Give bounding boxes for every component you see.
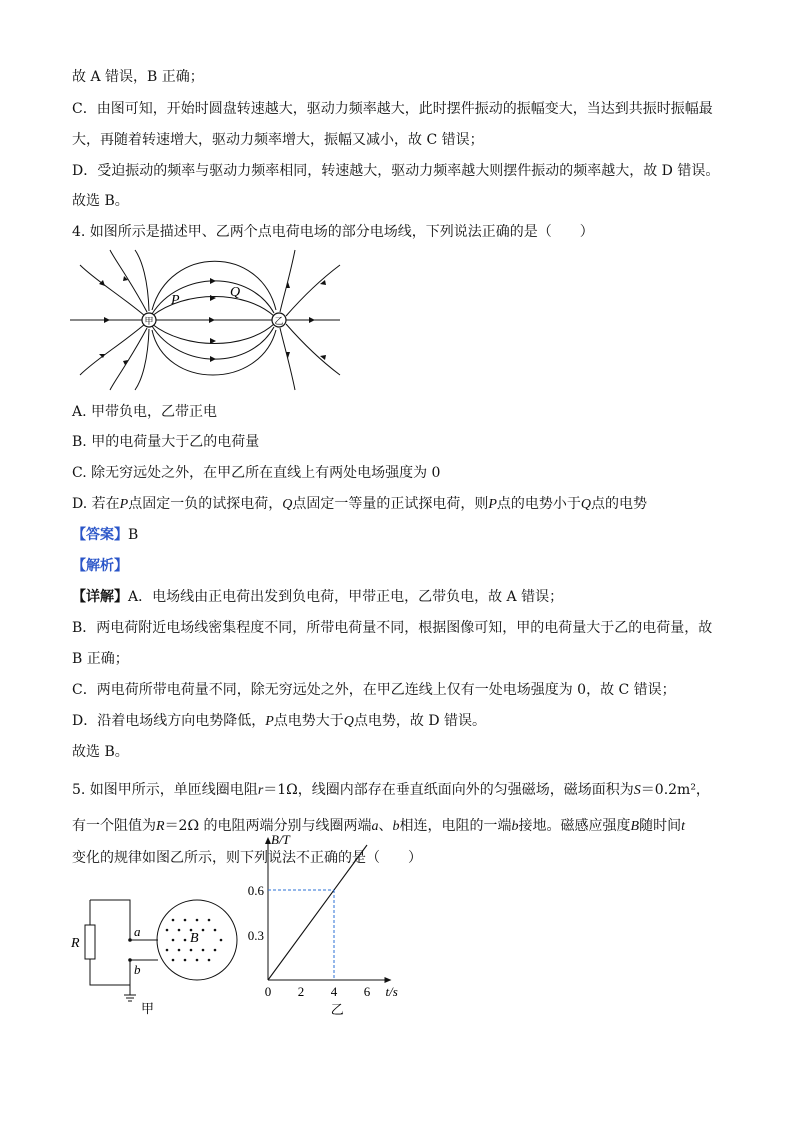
- charge-yi-label: 乙: [274, 316, 284, 326]
- y-tick-label: 0.3: [247, 928, 264, 943]
- x-tick-label: 2: [297, 984, 305, 999]
- x-tick-label: 0: [264, 984, 272, 999]
- circuit-diagram: [68, 885, 248, 1025]
- text-line: 故选 B。: [72, 744, 129, 760]
- detail-line: 【详解】A．电场线由正电荷出发到负电荷，甲带正电，乙带负电，故 A 错误；: [72, 589, 564, 605]
- question-5-stem: 5. 如图甲所示，单匝线圈电阻r＝1Ω，线圈内部存在垂直纸面向外的匀强磁场，磁场面积为S＝0.2m²，: [72, 782, 710, 798]
- figure-caption-yi: 乙: [330, 1002, 344, 1017]
- x-tick-label: 6: [363, 984, 371, 999]
- terminal-b-label: b: [134, 962, 141, 977]
- answer: 【答案】B: [72, 527, 139, 543]
- field-line: [286, 324, 340, 375]
- question-5-stem: 有一个阻值为R＝2Ω 的电阻两端分别与线圈两端a、b相连，电阻的一端b接地。磁感应强度B随时间t: [72, 818, 685, 834]
- field-line: [152, 330, 276, 375]
- point-q-label: Q: [230, 285, 241, 300]
- question-4-stem: 4. 如图所示是描述甲、乙两个点电荷电场的部分电场线，下列说法正确的是（ ）: [72, 224, 594, 240]
- text-line: C．两电荷所带电荷量不同，除无穷远处之外，在甲乙连线上仅有一处电场强度为 0，故 C 错误；: [72, 682, 676, 698]
- text-line: D．受迫振动的频率与驱动力频率相同，转速越大，驱动力频率越大则摆件振动的频率越大，故 D 错误。: [72, 163, 720, 179]
- charge-jia-label: 甲: [144, 316, 154, 326]
- text-line: 故 A 错误，B 正确；: [72, 69, 204, 85]
- x-axis-arrow: [385, 977, 392, 983]
- question-5-stem: 变化的规律如图乙所示，则下列说法不正确的是（ ）: [72, 850, 422, 866]
- x-tick-label: 4: [330, 984, 338, 999]
- option-a: A. 甲带负电，乙带正电: [72, 404, 218, 420]
- text-line: 大，再随着转速增大，驱动力频率增大，振幅又减小，故 C 错误；: [72, 132, 484, 148]
- text-line: D．沿着电场线方向电势降低，P点电势大于Q点电势，故 D 错误。: [72, 713, 487, 729]
- field-line: [286, 265, 340, 316]
- option-b: B. 甲的电荷量大于乙的电荷量: [72, 434, 260, 450]
- answer-tag: 【答案】: [72, 527, 128, 543]
- resistor-label: R: [71, 936, 80, 951]
- y-axis-label: B/T: [271, 832, 290, 847]
- field-b-label: B: [190, 931, 199, 946]
- point-p-label: P: [171, 293, 180, 308]
- b-t-chart: [245, 832, 405, 1020]
- text-line: C．由图可知，开始时圆盘转速越大，驱动力频率越大，此时摆件振动的振幅变大，当达到共振时振幅最: [72, 101, 713, 117]
- figure-caption-jia: 甲: [141, 1001, 155, 1016]
- terminal-a-label: a: [134, 924, 141, 939]
- option-c: C. 除无穷远处之外，在甲乙所在直线上有两处电场强度为 0: [72, 465, 441, 481]
- option-d: D. 若在P点固定一负的试探电荷，Q点固定一等量的正试探电荷，则P点的电势小于Q点的电势: [72, 496, 648, 512]
- electric-field-diagram: [70, 250, 360, 390]
- text-line: B 正确；: [72, 651, 129, 667]
- field-line: [152, 326, 274, 359]
- text-line: B．两电荷附近电场线密集程度不同，所带电荷量不同，根据图像可知，甲的电荷量大于乙的电荷量，故: [72, 620, 713, 636]
- field-line: [280, 250, 295, 312]
- y-tick-label: 0.6: [247, 883, 264, 898]
- text-line: 故选 B。: [72, 193, 129, 209]
- analysis-heading: 【解析】: [72, 558, 128, 574]
- x-axis-label: t/s: [385, 984, 398, 999]
- field-line: [280, 328, 295, 390]
- resistor: [85, 925, 95, 959]
